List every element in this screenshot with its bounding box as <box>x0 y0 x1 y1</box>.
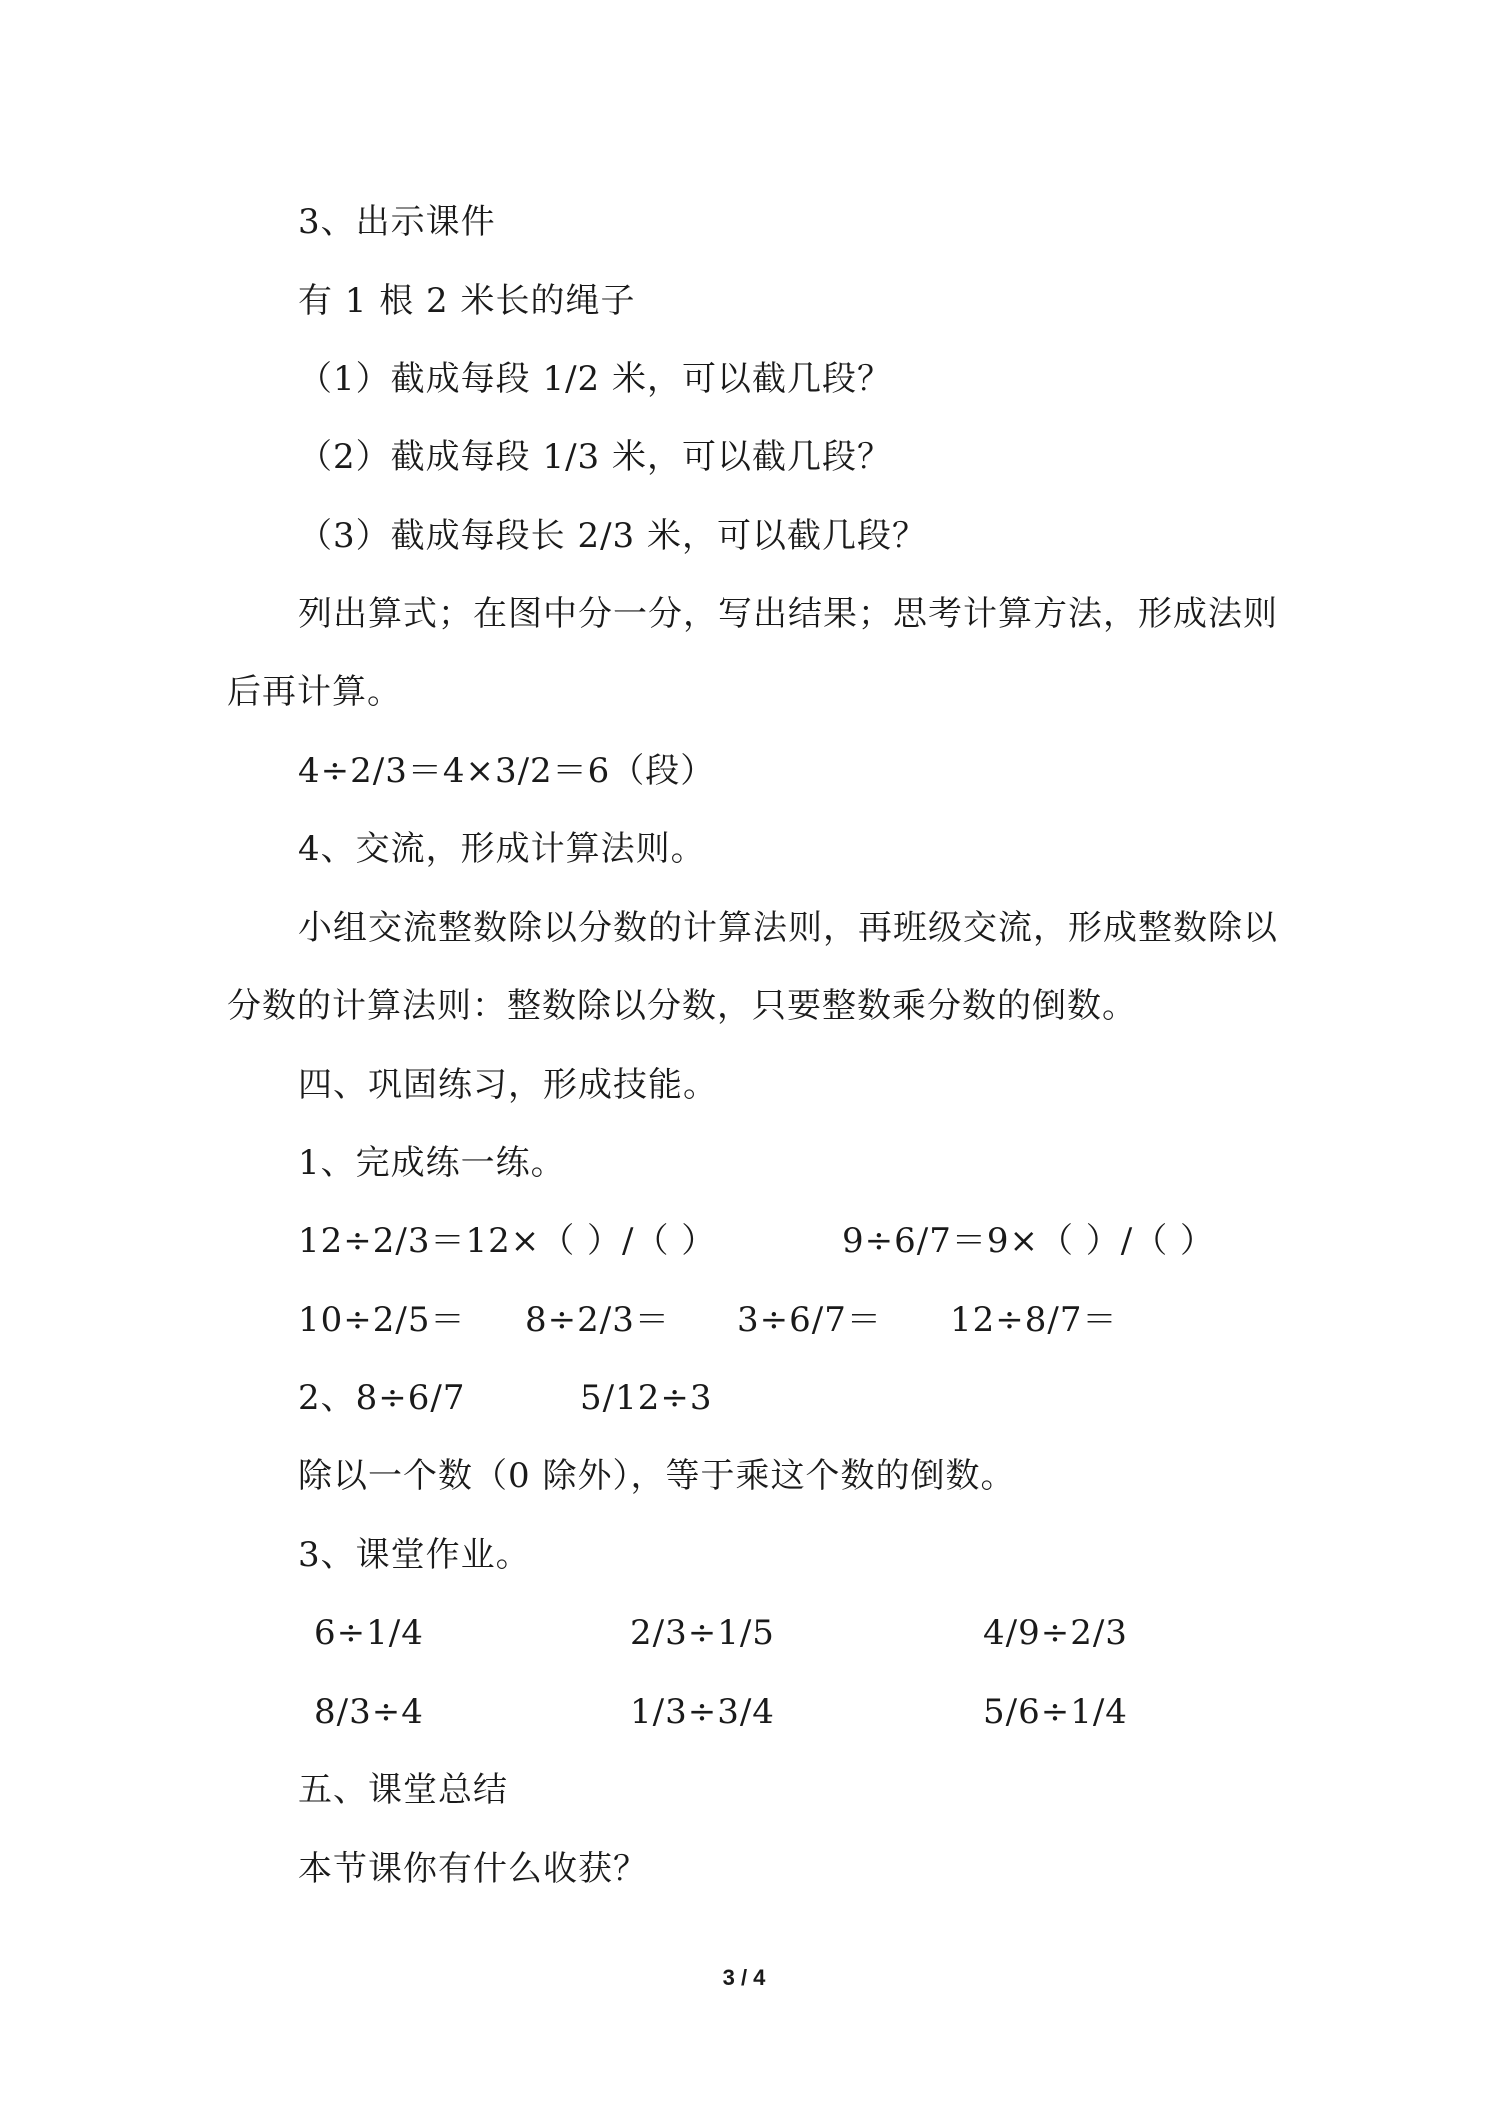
instruction-line-1: 列出算式；在图中分一分，写出结果；思考计算方法，形成法则 <box>298 594 1278 634</box>
section-exchange: 4、交流，形成计算法则。 <box>298 829 706 869</box>
summary-question: 本节课你有什么收获？ <box>298 1849 648 1889</box>
rule-line-1: 小组交流整数除以分数的计算法则，再班级交流，形成整数除以 <box>298 908 1278 948</box>
division-rule: 除以一个数（0 除外），等于乘这个数的倒数。 <box>298 1456 1016 1496</box>
exercise-title: 1、完成练一练。 <box>298 1143 566 1183</box>
exercise-item: 2、8÷6/7 <box>298 1378 466 1418</box>
rule-line-2: 分数的计算法则：整数除以分数，只要整数乘分数的倒数。 <box>227 986 1137 1026</box>
question-1: （1）截成每段 1/2 米，可以截几段？ <box>298 359 892 399</box>
page-number: 3 / 4 <box>722 1965 766 1990</box>
exercise-item: 5/12÷3 <box>580 1378 713 1418</box>
rope-intro: 有 1 根 2 米长的绳子 <box>298 281 636 321</box>
homework-item: 6÷1/4 <box>314 1613 424 1653</box>
exercise-item: 10÷2/5＝ <box>298 1300 466 1340</box>
homework-item: 1/3÷3/4 <box>630 1692 775 1732</box>
exercise-item: 3÷6/7＝ <box>737 1300 882 1340</box>
exercise-item: 9÷6/7＝9×（ ）/（ ） <box>842 1221 1216 1261</box>
exercise-item: 12÷2/3＝12×（ ）/（ ） <box>298 1221 717 1261</box>
section-practice: 四、巩固练习，形成技能。 <box>298 1065 718 1105</box>
question-2: （2）截成每段 1/3 米，可以截几段？ <box>298 437 892 477</box>
homework-item: 4/9÷2/3 <box>983 1613 1128 1653</box>
exercise-item: 12÷8/7＝ <box>950 1300 1118 1340</box>
homework-item: 8/3÷4 <box>314 1692 424 1732</box>
section-courseware: 3、出示课件 <box>298 202 496 242</box>
homework-title: 3、课堂作业。 <box>298 1535 531 1575</box>
instruction-line-2: 后再计算。 <box>227 672 402 712</box>
question-3: （3）截成每段长 2/3 米，可以截几段？ <box>298 516 927 556</box>
exercise-item: 8÷2/3＝ <box>525 1300 670 1340</box>
formula-example: 4÷2/3＝4×3/2＝6（段） <box>298 751 716 791</box>
homework-item: 5/6÷1/4 <box>983 1692 1128 1732</box>
homework-item: 2/3÷1/5 <box>630 1613 775 1653</box>
section-summary: 五、课堂总结 <box>298 1770 508 1810</box>
